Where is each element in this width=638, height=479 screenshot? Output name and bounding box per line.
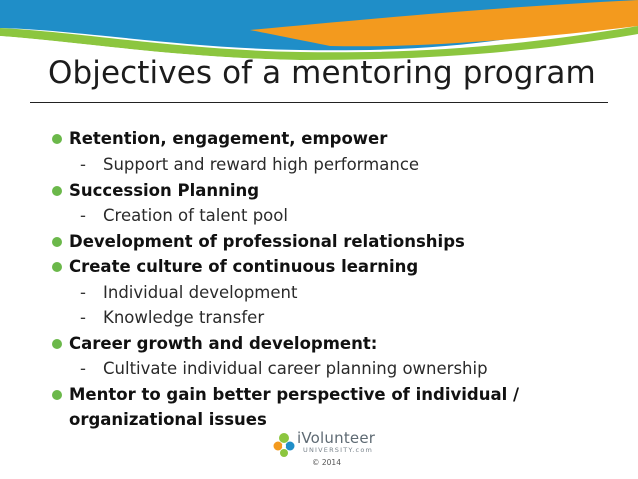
bullet-item: Mentor to gain better perspective of individual / (69, 385, 520, 404)
sub-dash: - (80, 359, 86, 378)
sub-dash: - (80, 155, 86, 174)
sub-item: Knowledge transfer (103, 308, 265, 327)
bullet-icon (52, 262, 62, 272)
bullet-icon (52, 339, 62, 349)
sub-dash: - (80, 283, 86, 302)
bullet-icon (52, 186, 62, 196)
bullet-item: Create culture of continuous learning (69, 257, 419, 276)
sub-dash: - (80, 206, 86, 225)
sub-dash: - (80, 308, 86, 327)
bullet-icon (52, 134, 62, 144)
slide-title: Objectives of a mentoring program (48, 55, 596, 91)
copyright-text: © 2014 (312, 458, 341, 467)
sub-item: Cultivate individual career planning ownership (103, 359, 488, 378)
bullet-icon (52, 390, 62, 400)
bullet-icon (52, 237, 62, 247)
bullet-item: Development of professional relationships (69, 232, 465, 251)
sub-item: Support and reward high performance (103, 155, 420, 174)
sub-item: Individual development (103, 283, 298, 302)
logo-subtitle: UNIVERSITY.com (303, 446, 374, 454)
logo-name: iVolunteer (297, 429, 376, 447)
bullet-item: Career growth and development: (69, 334, 378, 353)
sub-item: Creation of talent pool (103, 206, 288, 225)
bullet-item: Retention, engagement, empower (69, 129, 388, 148)
bullet-item-continuation: organizational issues (69, 410, 267, 429)
bullet-item: Succession Planning (69, 181, 260, 200)
